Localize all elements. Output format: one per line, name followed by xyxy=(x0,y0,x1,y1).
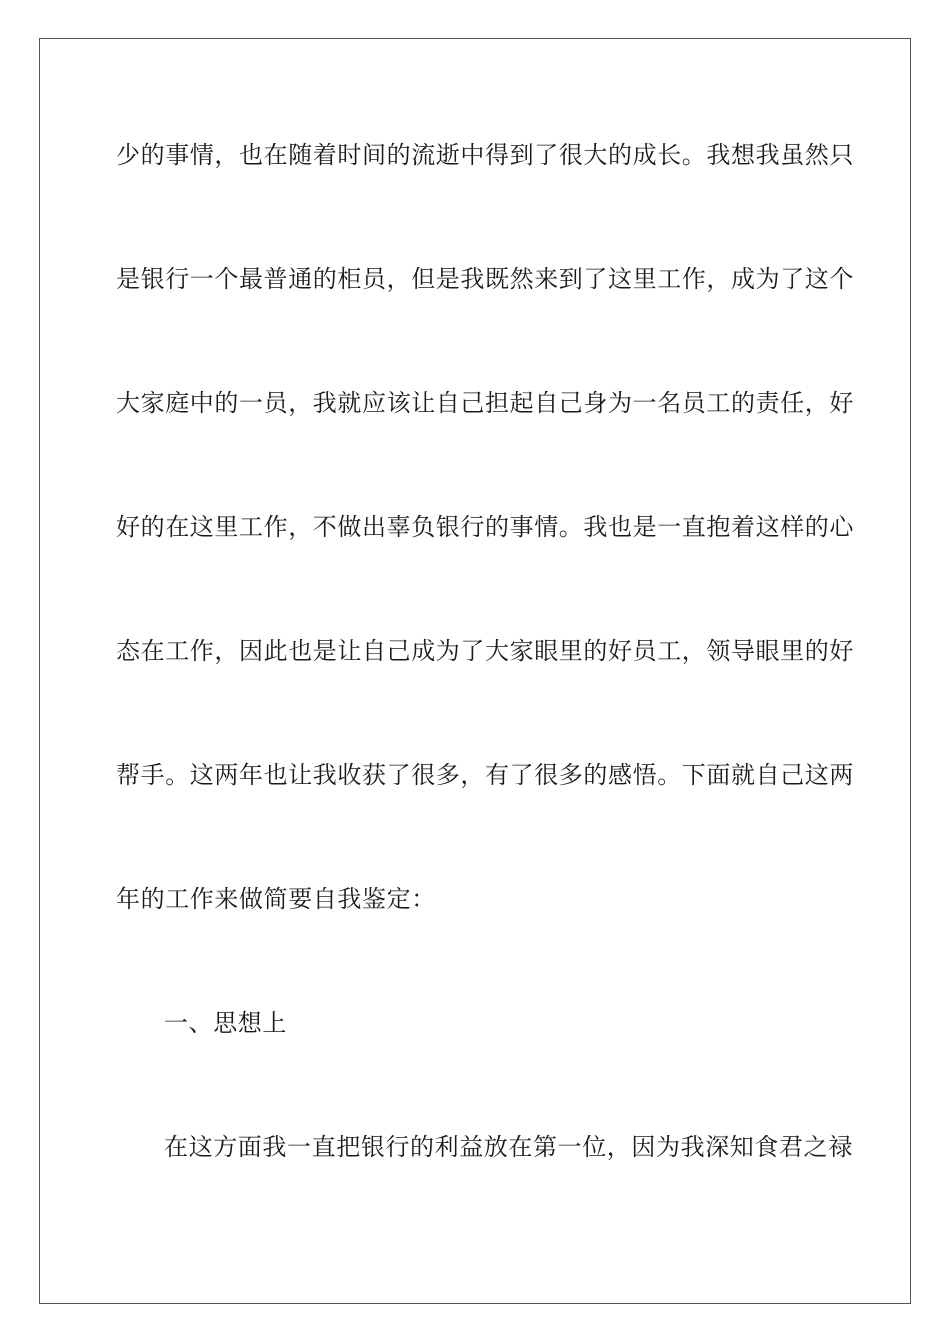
body-line-4: 好的在这里工作，不做出辜负银行的事情。我也是一直抱着这样的心 xyxy=(116,513,854,541)
body-line-1: 少的事情，也在随着时间的流逝中得到了很大的成长。我想我虽然只 xyxy=(116,141,854,169)
section-heading: 一、思想上 xyxy=(164,1009,287,1037)
page-border xyxy=(39,38,911,1304)
body-line-2: 是银行一个最普通的柜员，但是我既然来到了这里工作，成为了这个 xyxy=(116,265,854,293)
body-line-6: 帮手。这两年也让我收获了很多，有了很多的感悟。下面就自己这两 xyxy=(116,761,854,789)
section-paragraph-line-1: 在这方面我一直把银行的利益放在第一位，因为我深知食君之禄 xyxy=(164,1133,853,1161)
body-line-7: 年的工作来做简要自我鉴定： xyxy=(116,885,436,913)
body-line-3: 大家庭中的一员，我就应该让自己担起自己身为一名员工的责任，好 xyxy=(116,389,854,417)
body-line-5: 态在工作，因此也是让自己成为了大家眼里的好员工，领导眼里的好 xyxy=(116,637,854,665)
